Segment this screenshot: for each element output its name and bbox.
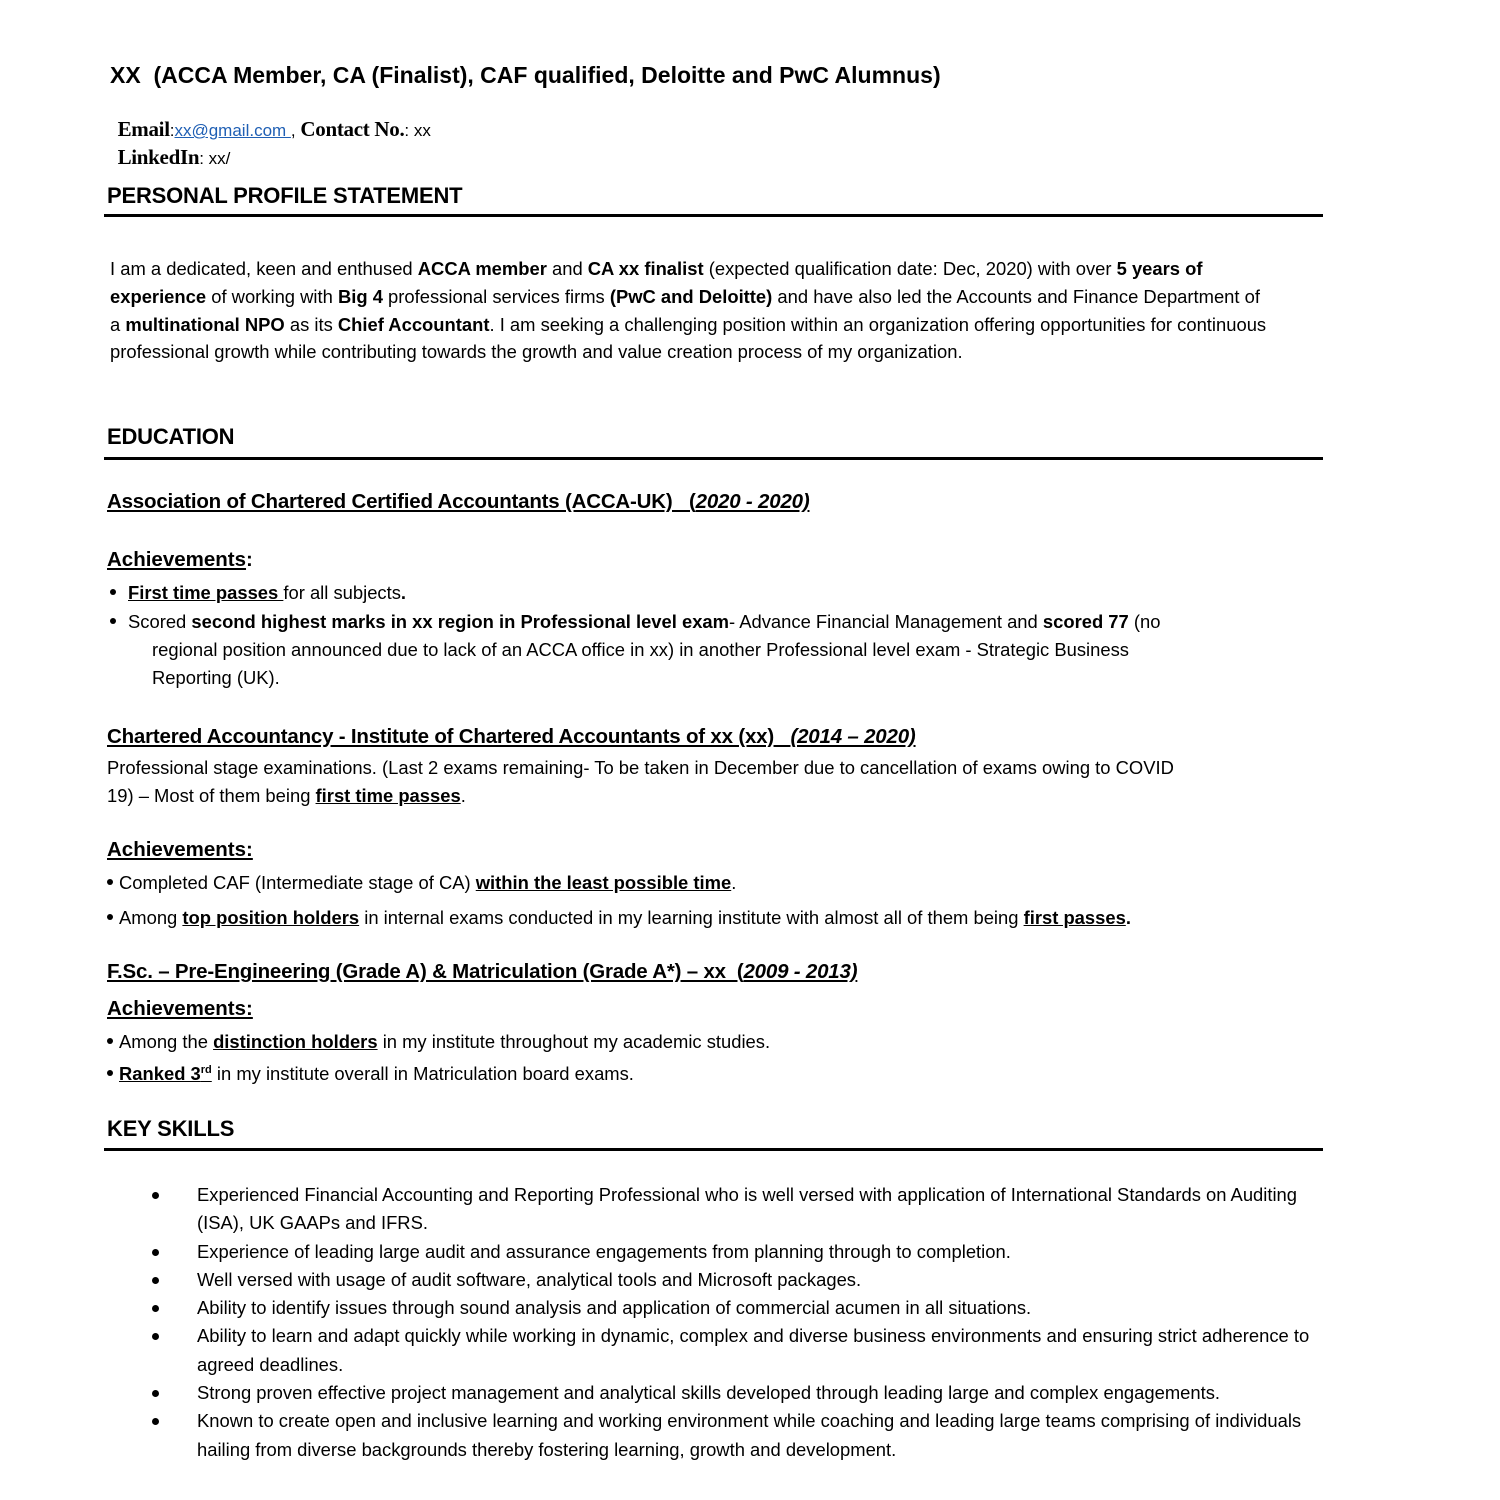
- acca-years: 2020 - 2020): [695, 490, 810, 513]
- profile-emphasis: (PwC and Deloitte): [609, 285, 773, 307]
- education-fsc-heading: [107, 960, 857, 984]
- profile-text: as its: [284, 313, 338, 335]
- bullet-icon: [110, 618, 116, 624]
- fsc-achievement-item: Ranked 3rd in my institute overall in Matriculation board exams.: [107, 1057, 634, 1088]
- acca-achievements-label: Achievements:: [107, 548, 253, 571]
- bullet-icon: [107, 1038, 113, 1044]
- profile-text: and: [546, 258, 588, 279]
- profile-text: . I am seeking a challenging position within an organization offering opportunities for continuous professional growth while contributing towards the growth and value creation process of my organization.: [110, 313, 1267, 363]
- bullet-icon: [152, 1390, 159, 1397]
- section-divider: [104, 1148, 1323, 1151]
- skill-item: Strong proven effective project management and analytical skills developed through leading large and complex engagements.: [150, 1379, 1310, 1407]
- bullet-icon: [107, 914, 113, 920]
- colon-separator: :: [199, 149, 209, 168]
- bullet-icon: [152, 1305, 159, 1312]
- skill-item: Known to create open and inclusive learning and working environment while coaching and leading large teams comprising of individuals hailing from diverse backgrounds thereby fostering learning, growth and development.: [150, 1407, 1310, 1464]
- ca-achievement-item: Completed CAF (Intermediate stage of CA) within the least possible time.: [107, 869, 736, 897]
- education-acca-heading: [107, 490, 809, 514]
- section-divider: [104, 214, 1323, 217]
- bullet-icon: [107, 879, 113, 885]
- comma-separator: ,: [290, 121, 301, 140]
- ca-years: (2014 – 2020): [790, 725, 916, 748]
- contact-label: Contact No.: [300, 117, 405, 141]
- linkedin-label: LinkedIn: [117, 145, 200, 169]
- bullet-icon: [152, 1333, 159, 1340]
- skill-item: Ability to identify issues through sound analysis and application of commercial acumen in all situations.: [150, 1294, 1310, 1322]
- skills-list: [150, 1181, 1310, 1464]
- section-title-profile: PERSONAL PROFILE STATEMENT: [107, 183, 463, 208]
- education-ca-heading: [107, 725, 916, 749]
- ca-title: Chartered Accountancy - Institute of Chartered Accountants of xx (xx): [107, 725, 791, 748]
- ca-achievement-item: Among top position holders in internal exams conducted in my learning institute with almost all of them being first passes.: [107, 904, 1131, 932]
- section-title-education: EDUCATION: [107, 424, 235, 449]
- email-label: Email: [117, 117, 170, 141]
- fsc-title: F.Sc. – Pre-Engineering (Grade A) & Matriculation (Grade A*) – xx (: [107, 960, 744, 983]
- fsc-achievement-item: Among the distinction holders in my institute throughout my academic studies.: [107, 1028, 770, 1056]
- bullet-icon: [152, 1249, 159, 1256]
- ca-description-continuation: 19) – Most of them being first time passes.: [107, 785, 466, 806]
- bullet-icon: [152, 1418, 159, 1425]
- profile-text: of working with: [206, 285, 338, 307]
- profile-text: professional services firms: [382, 285, 610, 307]
- section-divider: [104, 457, 1323, 460]
- profile-emphasis: Chief Accountant: [337, 313, 490, 335]
- email-link[interactable]: xx@gmail.com: [174, 121, 291, 140]
- acca-achievement-item: Scored second highest marks in xx region in Professional level exam- Advance Financial Management and scored 77 (no: [110, 608, 1160, 636]
- acca-title: Association of Chartered Certified Accountants (ACCA-UK) (: [107, 490, 696, 513]
- colon-separator: :: [169, 121, 175, 140]
- skill-item: Well versed with usage of audit software, analytical tools and Microsoft packages.: [150, 1266, 1310, 1294]
- skill-item: Experience of leading large audit and assurance engagements from planning through to completion.: [150, 1238, 1310, 1266]
- ca-achievements-label: Achievements:: [107, 838, 253, 861]
- skill-item: Ability to learn and adapt quickly while working in dynamic, complex and diverse business environments and ensuring strict adherence to agreed deadlines.: [150, 1322, 1310, 1379]
- bullet-icon: [107, 1070, 113, 1076]
- profile-text: and have also led the Accounts and Finance Department of a: [110, 285, 1260, 335]
- profile-text: (expected qualification date: Dec, 2020) with over: [703, 258, 1117, 279]
- bullet-icon: [152, 1192, 159, 1199]
- profile-emphasis: ACCA member: [417, 258, 547, 279]
- profile-emphasis: 5 years of experience: [110, 258, 1203, 307]
- acca-achievement-continuation: Reporting (UK).: [152, 667, 280, 688]
- profile-emphasis: Big 4: [337, 285, 383, 307]
- colon-separator: :: [404, 121, 414, 140]
- profile-emphasis: CA xx finalist: [587, 258, 704, 279]
- contact-value: xx: [413, 121, 431, 140]
- ca-description: Professional stage examinations. (Last 2 exams remaining- To be taken in December due to cancellation of exams owing to COVID: [107, 757, 1174, 778]
- bullet-icon: [152, 1277, 159, 1284]
- section-title-skills: KEY SKILLS: [107, 1116, 235, 1141]
- fsc-years: 2009 - 2013): [743, 960, 858, 983]
- fsc-achievements-label: Achievements:: [107, 997, 253, 1020]
- candidate-name-title: XX (ACCA Member, CA (Finalist), CAF qualified, Deloitte and PwC Alumnus): [110, 62, 941, 88]
- profile-emphasis: multinational NPO: [125, 313, 285, 335]
- profile-text: I am a dedicated, keen and enthused: [110, 258, 418, 279]
- linkedin-line: [107, 123, 230, 170]
- bullet-icon: [110, 589, 116, 595]
- acca-achievement-continuation: regional position announced due to lack of an ACCA office in xx) in another Professional level exam - Strategic Business: [152, 639, 1129, 660]
- linkedin-value: xx/: [208, 149, 231, 168]
- acca-achievement-item: First time passes for all subjects.: [110, 579, 406, 607]
- profile-paragraph: [110, 255, 1270, 366]
- skill-item: Experienced Financial Accounting and Reporting Professional who is well versed with application of International Standards on Auditing (ISA), UK GAAPs and IFRS.: [150, 1181, 1310, 1238]
